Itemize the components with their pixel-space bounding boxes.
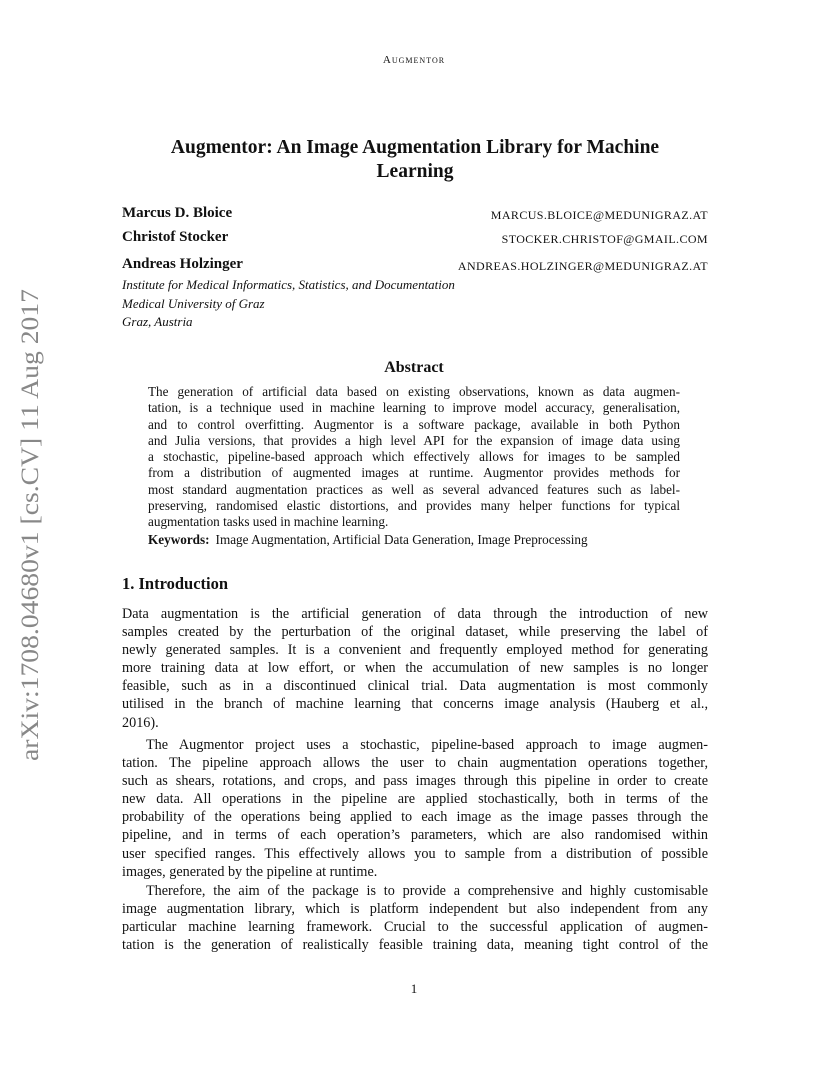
- abstract-line: The generation of artificial data based on existing observations, known as data augmen-: [148, 384, 680, 399]
- author-row: [122, 256, 708, 276]
- intro-paragraph-3: [122, 882, 708, 954]
- intro-paragraph-2: [122, 736, 708, 881]
- author-name: Andreas Holzinger: [122, 256, 243, 272]
- body-line: images, generated by the pipeline at runtime.: [122, 863, 378, 880]
- affiliation: [122, 276, 455, 332]
- body-line: newly generated samples. It is a convenient and frequently employed method for generating: [122, 642, 708, 659]
- author-row: [122, 205, 708, 225]
- affiliation-line: Graz, Austria: [122, 314, 193, 329]
- abstract-heading: Abstract: [384, 359, 444, 376]
- abstract-line: most standard augmentation practices as well as several advanced features such as label-: [148, 481, 680, 497]
- title-line: Learning: [376, 161, 454, 182]
- paper-title: [120, 136, 710, 184]
- intro-paragraph-1: [122, 605, 708, 732]
- abstract-line: from a distribution of augmented images at runtime. Augmentor provides methods for: [148, 465, 680, 481]
- author-email[interactable]: ANDREAS.HOLZINGER@MEDUNIGRAZ.AT: [457, 259, 708, 273]
- running-header: Augmentor: [382, 54, 446, 66]
- arxiv-stamp: [8, 285, 48, 765]
- author-name: Christof Stocker: [122, 229, 229, 245]
- section-heading: 1. Introduction: [122, 574, 229, 593]
- body-line: new data. All operations in the pipeline are applied stochastically, both in terms of the: [122, 791, 708, 808]
- keywords-label: Keywords:: [148, 532, 210, 547]
- affiliation-line: Institute for Medical Informatics, Statistics, and Documentation: [122, 277, 455, 292]
- body-line: tation. The pipeline approach allows the user to chain augmentation operations together,: [122, 755, 708, 772]
- abstract-text: [148, 384, 680, 531]
- body-line: image augmentation library, which is platform independent but also independent from any: [122, 901, 708, 918]
- title-line: Augmentor: An Image Augmentation Library for Machine: [170, 137, 660, 158]
- body-line: such as shears, rotations, and crops, and pass images through this pipeline in order to create: [122, 773, 708, 790]
- body-line: pipeline, and in terms of each operation’s parameters, which are also randomised within: [122, 827, 708, 844]
- abstract-line: a stochastic, pipeline-based approach which effectively allows for images to be sampled: [148, 449, 680, 465]
- affiliation-line: Medical University of Graz: [122, 295, 265, 311]
- page-number: 1: [410, 981, 418, 996]
- body-line: samples created by the perturbation of the original dataset, while preserving the label of: [122, 624, 708, 641]
- abstract-line: and to control overfitting. Augmentor is a software package, available in both Python: [148, 416, 680, 432]
- author-email[interactable]: MARCUS.BLOICE@MEDUNIGRAZ.AT: [490, 208, 708, 222]
- keywords: [148, 532, 588, 548]
- keywords-list: Image Augmentation, Artificial Data Generation, Image Preprocessing: [215, 532, 588, 547]
- body-line: The Augmentor project uses a stochastic, pipeline-based approach to image augmen-: [146, 737, 708, 753]
- body-line: Data augmentation is the artificial generation of data through the introduction of new: [122, 606, 708, 622]
- body-line: 2016).: [122, 714, 159, 731]
- body-line: probability of the operations being applied to each image as the image passes through the: [122, 809, 708, 826]
- body-line: feasible, such as in a discontinued clinical trial. Data augmentation is most commonly: [122, 678, 708, 695]
- arxiv-stamp-text: arXiv:1708.04680v1 [cs.CV] 11 Aug 2017: [17, 334, 44, 761]
- body-line: Therefore, the aim of the package is to provide a comprehensive and highly customisable: [146, 883, 708, 899]
- author-email[interactable]: STOCKER.CHRISTOF@GMAIL.COM: [501, 232, 708, 246]
- body-line: tation is the generation of realistically feasible training data, meaning tight control of the: [122, 937, 708, 954]
- author-name: Marcus D. Bloice: [122, 205, 233, 221]
- body-line: utilised in the branch of machine learning that concerns image analysis (Hauberg et al.,: [122, 696, 708, 713]
- abstract-line: tation, is a technique used in machine learning to improve model accuracy, generalisation,: [148, 400, 680, 416]
- abstract-line: and Julia versions, that provides a high level API for the expansion of image data using: [148, 432, 680, 448]
- body-line: more training data at low effort, or when the accumulation of new samples is no longer: [122, 660, 708, 677]
- body-line: particular machine learning framework. Crucial to the successful application of augmen-: [122, 919, 708, 936]
- abstract-line: preserving, randomised elastic distortions, and provides many helper functions for typical: [148, 498, 680, 514]
- body-line: user specified ranges. This effectively allows you to sample from a distribution of possible: [122, 845, 708, 862]
- author-row: [122, 229, 708, 249]
- abstract-line: augmentation tasks used in machine learning.: [148, 514, 389, 530]
